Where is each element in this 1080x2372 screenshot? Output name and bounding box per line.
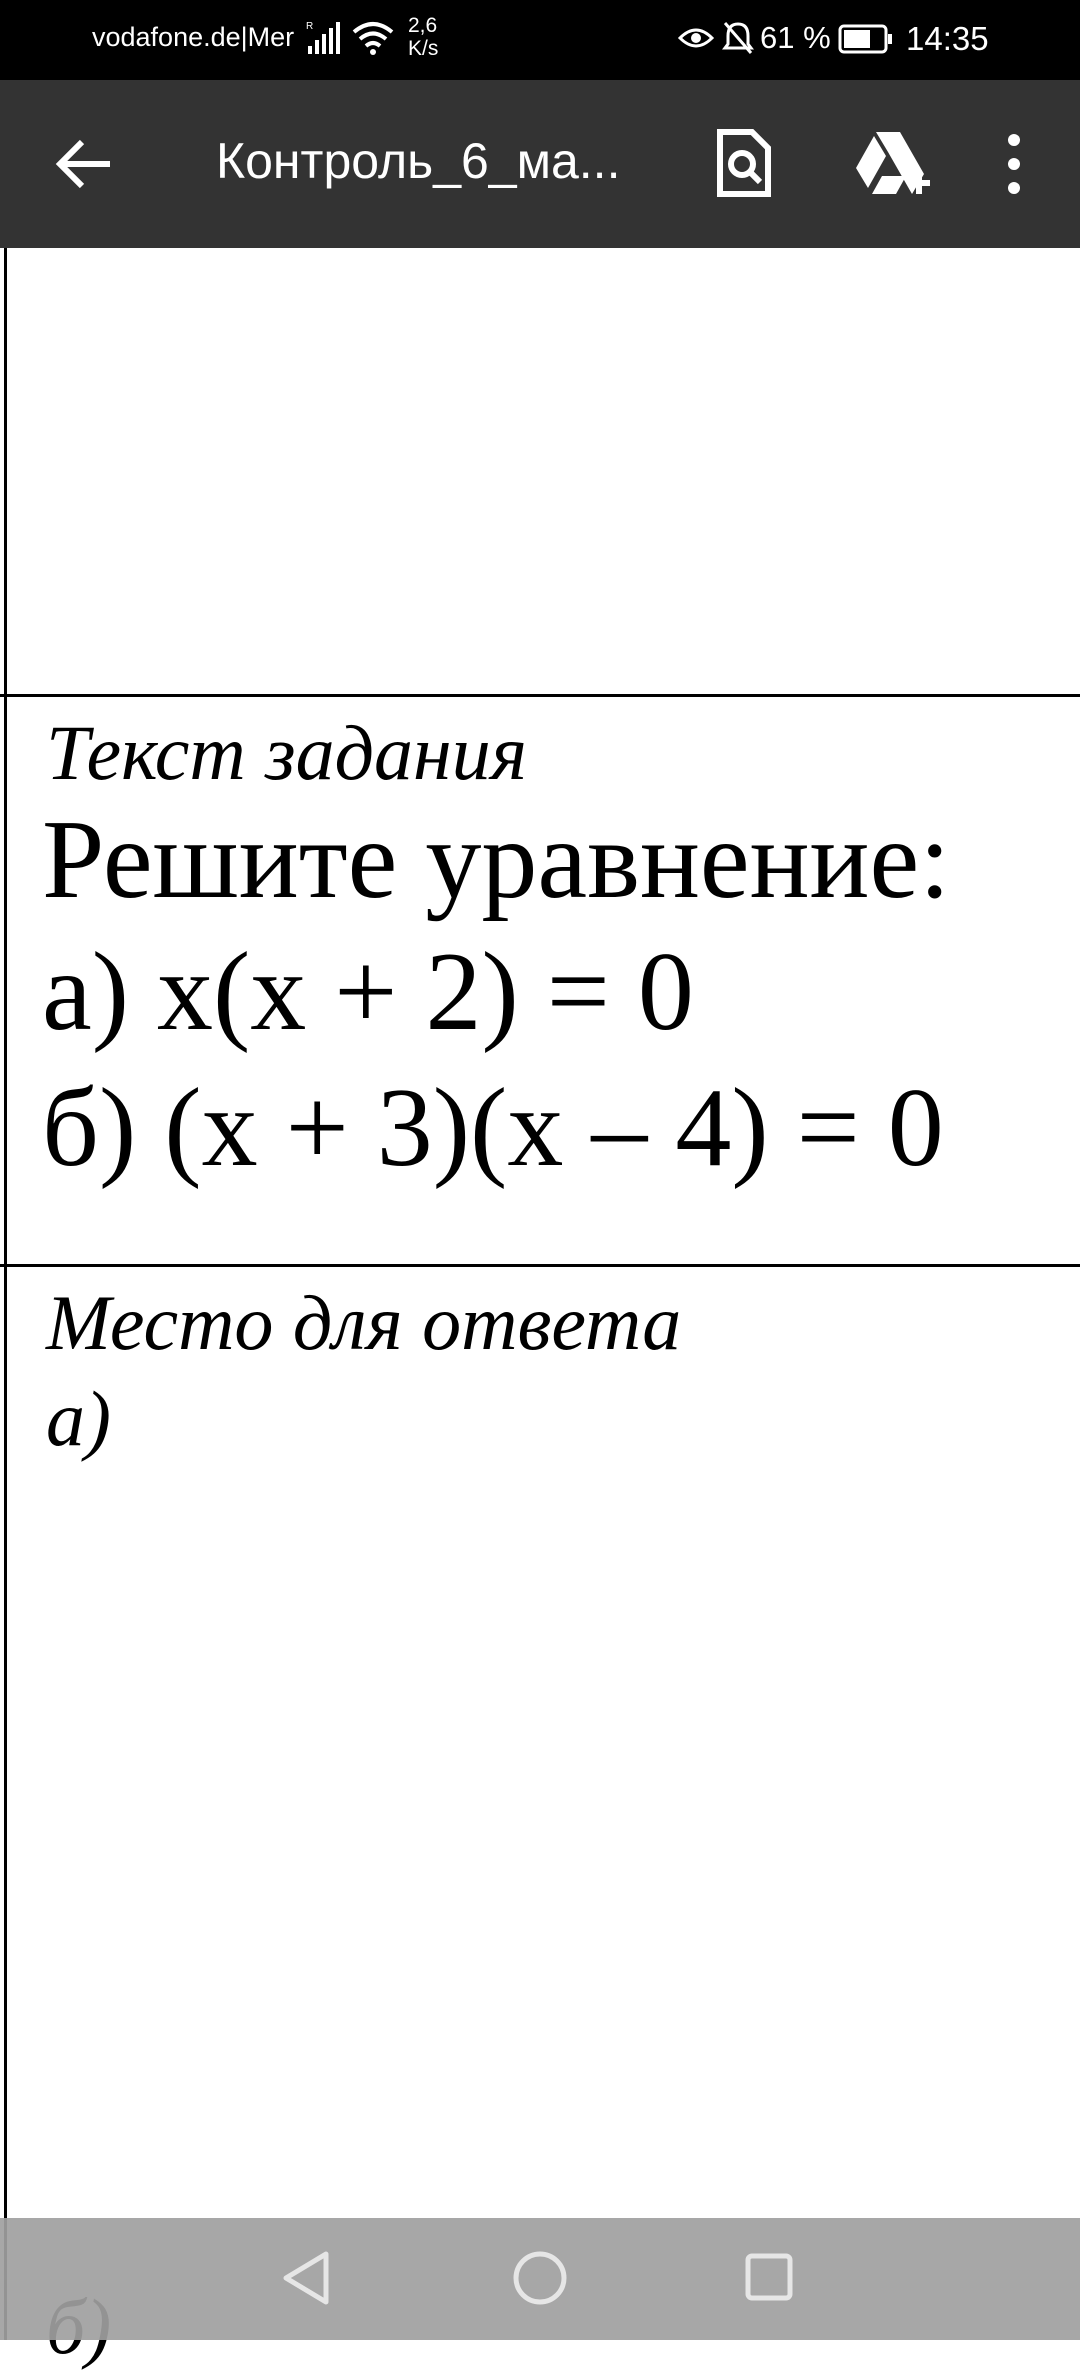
signal-icon [306,20,342,61]
document-page[interactable] [0,248,1080,2340]
nav-recents-button[interactable] [744,2252,794,2307]
more-options-button[interactable] [1000,132,1028,196]
table-row-divider [0,694,1080,697]
task-heading: Решите уравнение: [42,798,951,922]
add-to-drive-button[interactable] [852,130,934,200]
drive-add-icon [852,130,934,200]
nav-recents-icon [744,2252,794,2302]
speed-value: 2,6 [408,14,438,37]
nav-home-icon [510,2248,570,2308]
find-in-page-icon [714,128,774,198]
system-nav-bar [0,2218,1080,2340]
network-speed [408,14,438,60]
answer-label: Место для ответа [46,1279,682,1366]
table-row-divider [0,1264,1080,1267]
equation-b: б) (x + 3)(x – 4) = 0 [42,1066,944,1190]
battery-icon [838,24,894,59]
nav-back-button[interactable] [280,2250,332,2311]
app-toolbar [0,80,1080,248]
svg-text:R: R [306,21,314,32]
back-arrow-icon [52,136,116,192]
document-title: Контроль_6_ма... [216,133,621,189]
bell-off-icon [722,20,754,61]
wifi-icon [352,20,394,61]
table-border-left [4,248,7,2340]
find-in-page-button[interactable] [714,128,774,198]
eye-icon [678,24,714,57]
answer-item-a: а) [46,1375,111,1462]
status-bar [0,0,1080,80]
battery-percent: 61 % [760,20,831,55]
more-vert-icon [1000,132,1028,196]
carrier-name: vodafone.de|Mer [92,22,295,52]
nav-home-button[interactable] [510,2248,570,2313]
equation-a: а) x(x + 2) = 0 [42,930,694,1054]
clock: 14:35 [906,20,989,57]
nav-back-icon [280,2250,332,2306]
speed-unit: K/s [408,37,439,60]
back-button[interactable] [52,136,116,192]
task-label: Текст задания [46,709,527,796]
